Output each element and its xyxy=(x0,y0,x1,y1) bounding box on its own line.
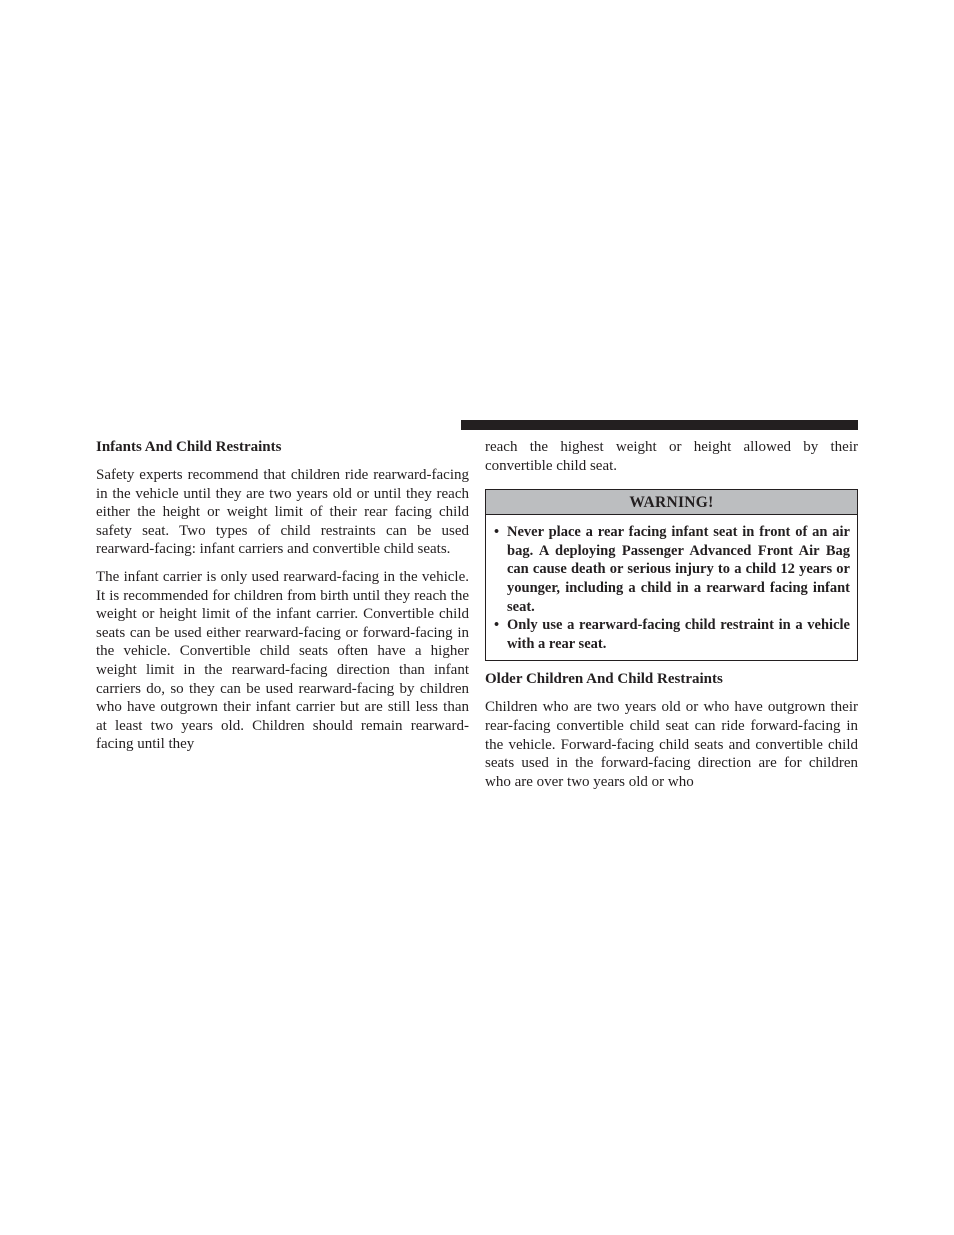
warning-box xyxy=(485,489,858,661)
left-column xyxy=(96,438,469,763)
section-heading-older-children: Older Children And Child Restraints xyxy=(485,671,723,688)
warning-item xyxy=(493,523,850,616)
bullet-icon: • xyxy=(494,617,500,634)
warning-title: WARNING! xyxy=(486,490,857,515)
paragraph-infant-carrier: The infant carrier is only used rearward-facing in the vehicle. It is recommended for children from birth until they reach the weight or height limit of the infant carrier. Convertible child seats can be used either rearward-facing or forward-facing in the vehicle. Convertible child seats often have a higher weight limit in the rearward-facing direction than infant carriers do, so they can be used rearward-facing by children who have outgrown their infant carrier but are still less than at least two years old. Children should remain rearward-facing until they xyxy=(96,568,469,753)
section-header-bar xyxy=(461,420,858,430)
warning-item xyxy=(493,616,850,653)
bullet-icon: • xyxy=(494,524,500,541)
paragraph-rearward-recommendation: Safety experts recommend that children ride rearward-facing in the vehicle until they are two years old or until they reach either the height or weight limit of their rear facing child safety seat. Two types of child restraints can be used rearward-facing: infant carriers and convertible child seats. xyxy=(96,467,469,558)
warning-item-text: Never place a rear facing infant seat in front of an air bag. A deploying Passenger Advanced Front Air Bag can cause death or serious injury to a child 12 years or younger, including a child in a rearward facing infant seat. xyxy=(507,524,850,615)
paragraph-continuation: reach the highest weight or height allowed by their convertible child seat. xyxy=(485,439,858,474)
right-column xyxy=(485,438,858,800)
paragraph-older-children: Children who are two years old or who have outgrown their rear-facing convertible child seat can ride forward-facing in the vehicle. Forward-facing child seats and convertible child seats used in the forward-facing direction are for children who are over two years old or who xyxy=(485,699,858,790)
warning-list xyxy=(486,515,857,660)
warning-item-text: Only use a rearward-facing child restraint in a vehicle with a rear seat. xyxy=(507,617,850,652)
section-heading-infants: Infants And Child Restraints xyxy=(96,439,282,455)
